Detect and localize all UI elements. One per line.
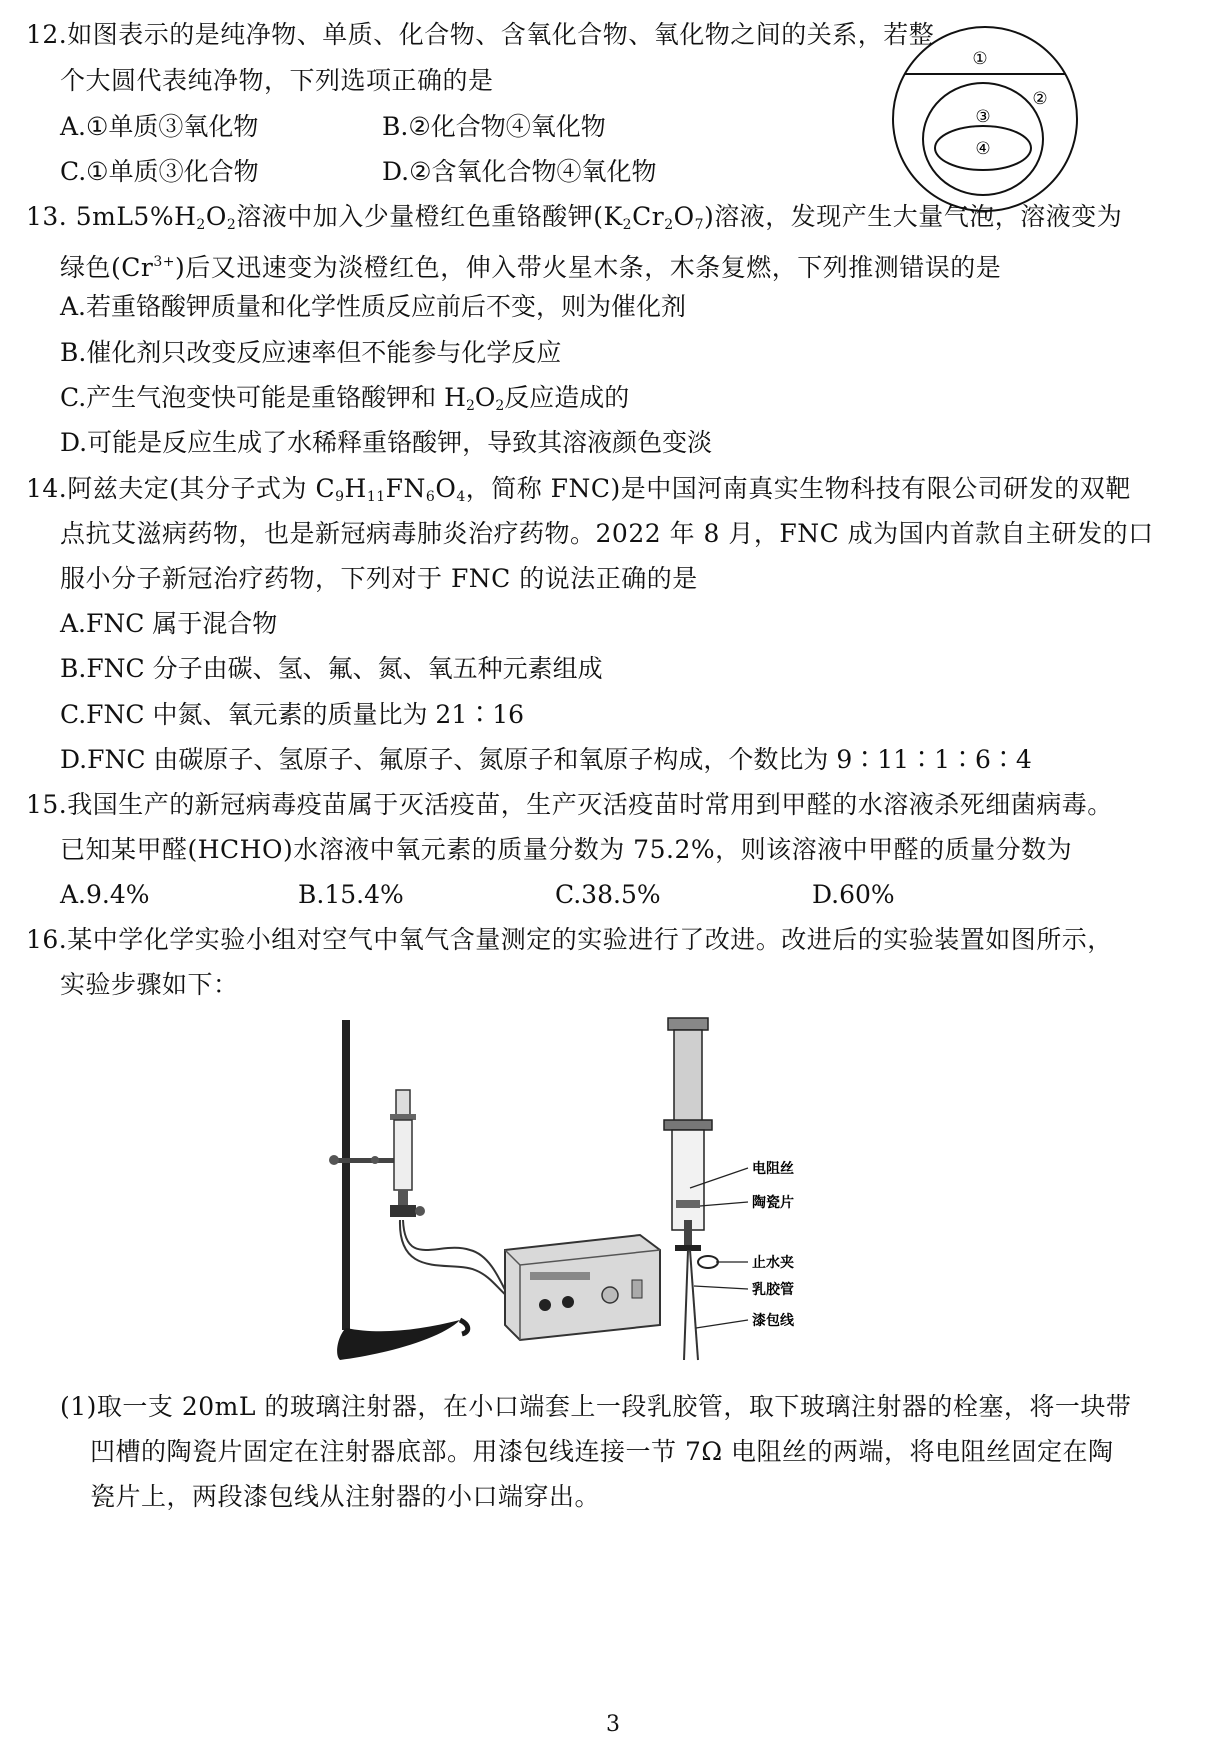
q12-stem-line1: 12.如图表示的是纯净物、单质、化合物、含氧化合物、氧化物之间的关系，若整 <box>26 20 935 49</box>
q16-step1-line2: 凹槽的陶瓷片固定在注射器底部。用漆包线连接一节 7Ω 电阻丝的两端，将电阻丝固定在陶 <box>90 1437 1114 1466</box>
q12-stem-line2: 个大圆代表纯净物，下列选项正确的是 <box>60 66 494 95</box>
q13-stem-line1: 13. $5mL5\%H_2O_2$溶液中加入少量橙红色重铬酸钾$(K_2Cr_2O_7)$溶液，发现产生大量气泡，溶液变为 <box>26 202 1123 233</box>
q15-option-a: A.9.4% <box>60 880 150 909</box>
q14-stem-line3: 服小分子新冠治疗药物，下列对于 FNC 的说法正确的是 <box>60 564 698 593</box>
q12-diagram-label-2: ② <box>1032 89 1048 109</box>
q12-option-a: A.①单质③氧化物 <box>60 112 259 141</box>
label-water-clamp: 止水夹 <box>752 1255 794 1271</box>
q14-option-d: D.FNC 由碳原子、氢原子、氟原子、氮原子和氧原子构成，个数比为 9∶11∶1∶6∶4 <box>60 745 1032 774</box>
q12-venn-diagram <box>880 24 1090 214</box>
q14-stem-line2: 点抗艾滋病药物，也是新冠病毒肺炎治疗药物。2022 年 8 月，FNC 成为国内首款自主研发的口 <box>60 519 1154 548</box>
q12-diagram-label-4: ④ <box>975 139 991 159</box>
q16-step1-line3: 瓷片上，两段漆包线从注射器的小口端穿出。 <box>90 1482 601 1511</box>
q16-stem-line2: 实验步骤如下： <box>60 970 239 999</box>
q13-option-a: A.若重铬酸钾质量和化学性质反应前后不变，则为催化剂 <box>60 292 687 321</box>
q12-diagram-label-3: ③ <box>975 107 991 127</box>
q13-option-d: D.可能是反应生成了水稀释重铬酸钾，导致其溶液颜色变淡 <box>60 428 713 457</box>
q16-apparatus-figure <box>320 1010 840 1370</box>
q13-option-b: B.催化剂只改变反应速率但不能参与化学反应 <box>60 338 562 367</box>
q15-option-b: B.15.4% <box>298 880 404 909</box>
q14-option-b: B.FNC 分子由碳、氢、氟、氮、氧五种元素组成 <box>60 654 603 683</box>
label-latex-tube: 乳胶管 <box>752 1282 794 1298</box>
q15-option-d: D.60% <box>812 880 895 909</box>
q14-stem-line1: 14.阿兹夫定(其分子式为 $C_9H_{11}FN_6O_4$，简称 FNC)是中国河南真实生物科技有限公司研发的双靶 <box>26 474 1131 505</box>
q16-stem-line1: 16.某中学化学实验小组对空气中氧气含量测定的实验进行了改进。改进后的实验装置如图所示， <box>26 925 1113 954</box>
power-supply <box>505 1235 660 1340</box>
label-ceramic-plate: 陶瓷片 <box>752 1195 794 1211</box>
q15-option-c: C.38.5% <box>555 880 661 909</box>
large-syringe <box>664 1018 718 1360</box>
small-syringe <box>390 1090 425 1217</box>
page-number: 3 <box>606 1712 620 1737</box>
q14-option-a: A.FNC 属于混合物 <box>60 609 278 638</box>
q13-option-c: C.产生气泡变快可能是重铬酸钾和 $H_2O_2$反应造成的 <box>60 383 630 414</box>
q16-step1-line1: (1)取一支 20mL 的玻璃注射器，在小口端套上一段乳胶管，取下玻璃注射器的栓塞，将一块带 <box>60 1392 1132 1421</box>
label-enameled-wire: 漆包线 <box>752 1313 794 1329</box>
q14-option-c: C.FNC 中氮、氧元素的质量比为 21∶16 <box>60 700 525 729</box>
q15-stem-line1: 15.我国生产的新冠病毒疫苗属于灭活疫苗，生产灭活疫苗时常用到甲醛的水溶液杀死细菌病毒。 <box>26 790 1113 819</box>
q12-option-b: B.②化合物④氧化物 <box>382 112 606 141</box>
label-resistance-wire: 电阻丝 <box>752 1161 794 1177</box>
q12-option-c: C.①单质③化合物 <box>60 157 259 186</box>
q12-diagram-label-1: ① <box>972 49 988 69</box>
q15-stem-line2: 已知某甲醛(HCHO)水溶液中氧元素的质量分数为 75.2%，则该溶液中甲醛的质量分数为 <box>60 835 1073 864</box>
q13-stem-line2: 绿色$(Cr^{3+})$后又迅速变为淡橙红色，伸入带火星木条，木条复燃，下列推测错误的是 <box>60 253 1002 282</box>
q12-option-d: D.②含氧化合物④氧化物 <box>382 157 657 186</box>
